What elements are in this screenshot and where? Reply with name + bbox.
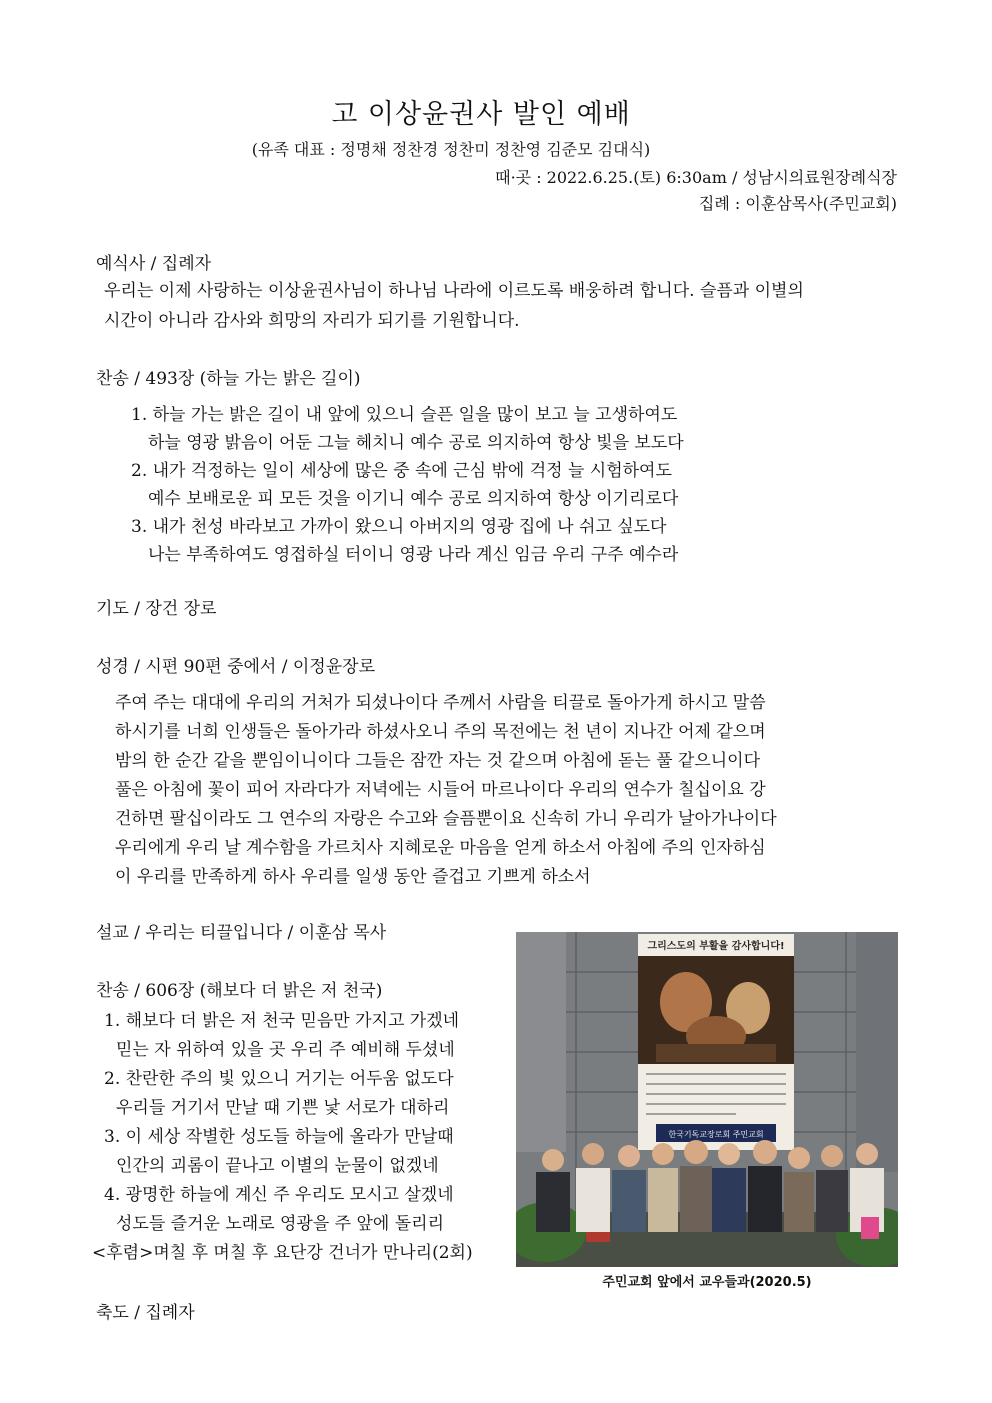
hymn2-line: 우리들 거기서 만날 때 기쁜 낯 서로가 대하리 [116,1098,450,1118]
scripture-line: 풀은 아침에 꽃이 피어 자라다가 저녁에는 시들어 마르나이다 우리의 연수가 칠십이요 강 [115,780,766,800]
hymn1-line: 나는 부족하여도 영접하실 터이니 영광 나라 계신 임금 우리 구주 예수라 [148,545,679,565]
scripture-line: 하시기를 너희 인생들은 돌아가라 하셨사오니 주의 목전에는 천 년이 지나간 어제 같으며 [115,722,766,742]
banner-text: 그리스도의 부활을 감사합니다! [647,941,785,952]
hymn2-line: 2. 찬란한 주의 빛 있으니 거기는 어두움 없도다 [104,1069,454,1089]
hymn2-line: 성도들 즐거운 노래로 영광을 주 앞에 돌리리 [116,1214,445,1234]
hymn1-line: 예수 보배로운 피 모든 것을 이기니 예수 공로 의지하여 항상 이기리로다 [148,489,679,509]
scripture-line: 밤의 한 순간 같을 뿐임이니이다 그들은 잠깐 자는 것 같으며 아침에 돋는 풀 같으니이다 [115,751,761,771]
hymn2-line: 인간의 괴롬이 끝나고 이별의 눈물이 없겠네 [116,1156,439,1176]
hymn2-line: <후렴>며칠 후 며칠 후 요단강 건너가 만나리(2회) [92,1243,473,1263]
hymn1-heading: 찬송 / 493장 (하늘 가는 밝은 길이) [96,369,361,389]
benediction-heading: 축도 / 집례자 [96,1303,195,1323]
hymn2-heading: 찬송 / 606장 (해보다 더 밝은 저 천국) [96,981,383,1001]
prayer-heading: 기도 / 장건 장로 [96,599,217,619]
scripture-line: 이 우리를 만족하게 하사 우리를 일생 동안 즐겁고 기쁘게 하소서 [115,867,591,887]
scripture-line: 주여 주는 대대에 우리의 거처가 되셨나이다 주께서 사람을 티끌로 돌아가게 하시고 말씀 [115,693,766,713]
scripture-line: 건하면 팔십이라도 그 연수의 자랑은 수고와 슬픔뿐이요 신속히 가니 우리가 날아가나이다 [115,809,777,829]
time-place: 때·곳 : 2022.6.25.(토) 6:30am / 성남시의료원장례식장 [495,168,897,187]
hymn1-line: 1. 하늘 가는 밝은 길이 내 앞에 있으니 슬픈 일을 많이 보고 늘 고생하여도 [131,405,678,425]
church-group-photo [516,932,898,1267]
hymn2-line: 4. 광명한 하늘에 계신 주 우리도 모시고 살겠네 [104,1185,454,1205]
hymn2-line: 3. 이 세상 작별한 성도들 하늘에 올라가 만날때 [104,1127,454,1147]
family-representatives: (유족 대표 : 정명채 정찬경 정찬미 정찬영 김준모 김대식) [251,140,651,159]
hymn2-line: 믿는 자 위하여 있을 곳 우리 주 예비해 두셨네 [116,1040,455,1060]
scripture-line: 우리에게 우리 날 계수함을 가르치사 지혜로운 마음을 얻게 하소서 아침에 주의 인자하심 [115,838,766,858]
opening-heading: 예식사 / 집례자 [96,254,212,274]
hymn2-line: 1. 해보다 더 밝은 저 천국 믿음만 가지고 가겠네 [104,1011,460,1031]
church-sign-text: 한국기독교장로회 주민교회 [668,1130,764,1139]
opening-line-2: 시간이 아니라 감사와 희망의 자리가 되기를 기원합니다. [104,311,520,331]
sermon-heading: 설교 / 우리는 티끌입니다 / 이훈삼 목사 [96,923,387,943]
hymn1-line: 2. 내가 걱정하는 일이 세상에 많은 중 속에 근심 밖에 걱정 늘 시험하여도 [131,461,672,481]
page-title: 고 이상윤권사 발인 예배 [331,99,631,130]
scripture-heading: 성경 / 시편 90편 중에서 / 이정윤장로 [96,657,375,677]
hymn1-line: 하늘 영광 밝음이 어둔 그늘 헤치니 예수 공로 의지하여 항상 빛을 보도다 [148,433,684,453]
opening-line-1: 우리는 이제 사랑하는 이상윤권사님이 하나님 나라에 이르도록 배웅하려 합니다. 슬픔과 이별의 [104,281,804,301]
officiant: 집례 : 이훈삼목사(주민교회) [698,194,897,213]
photo-caption: 주민교회 앞에서 교우들과(2020.5) [602,1275,812,1290]
hymn1-line: 3. 내가 천성 바라보고 가까이 왔으니 아버지의 영광 집에 나 쉬고 싶도다 [131,517,667,537]
